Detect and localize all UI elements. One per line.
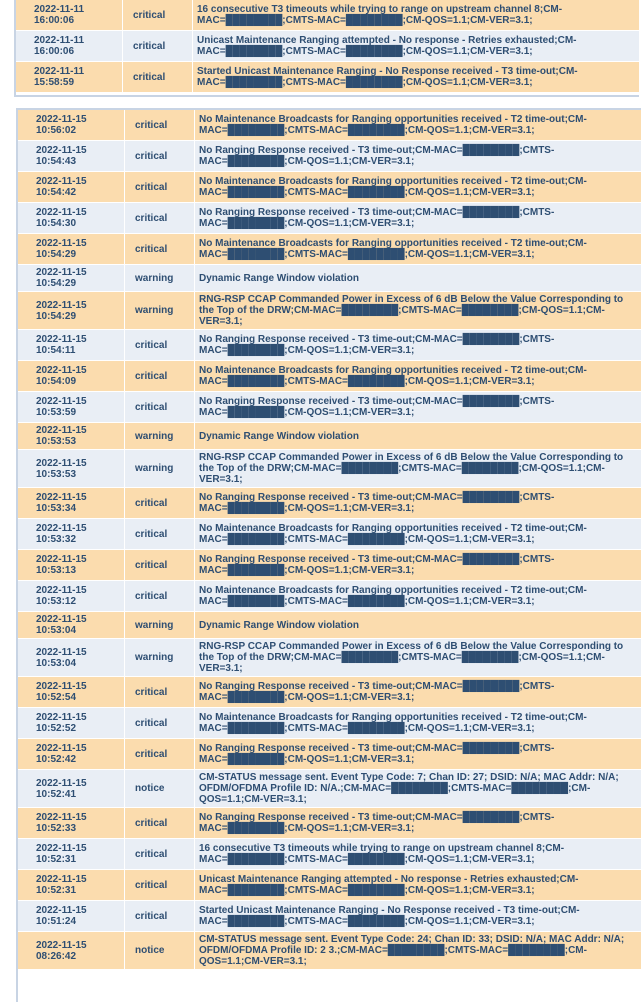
log-message [195,392,641,422]
log-message [195,932,641,969]
log-severity: warning [125,612,195,638]
log-severity: critical [125,330,195,360]
log-row [18,292,641,330]
log-message-text: No Ranging Response received - T3 time-out;CM-MAC=████████;CMTS-MAC=████████;CM-QOS=1.1;CM-VER=3.1; [199,681,555,703]
log-message-text: No Ranging Response received - T3 time-out;CM-MAC=████████;CMTS-MAC=████████;CM-QOS=1.1;CM-VER=3.1; [199,334,555,356]
log-date: 2022-11-15 10:53:32 [18,519,125,549]
log-date: 2022-11-15 10:52:41 [18,770,125,807]
log-row [18,361,641,392]
log-message [193,62,639,92]
log-severity: critical [123,0,193,30]
log-row [18,612,641,639]
log-message-text: 16 consecutive T3 timeouts while trying to range on upstream channel 8;CM-MAC=████████;CMTS-MAC=████████;CM-QOS=1.1;CM-VER=3.1; [199,843,565,865]
log-severity: warning [125,265,195,291]
log-date: 2022-11-15 10:53:34 [18,488,125,518]
log-date: 2022-11-15 10:52:31 [18,839,125,869]
log-row [18,677,641,708]
log-date: 2022-11-11 15:58:59 [16,62,123,92]
log-date: 2022-11-15 10:53:12 [18,581,125,611]
log-row [18,808,641,839]
log-severity: warning [125,423,195,449]
log-date: 2022-11-15 10:52:31 [18,870,125,900]
log-date: 2022-11-15 10:53:59 [18,392,125,422]
log-date: 2022-11-15 10:51:24 [18,901,125,931]
log-message-text: RNG-RSP CCAP Commanded Power in Excess of 6 dB Below the Value Corresponding to the Top of the DRW;CM-MAC=████████;CMTS-MAC=████████;CM-QOS=1.1;CM-VER=3.1; [199,294,624,327]
log-message-text: Dynamic Range Window violation [199,430,359,442]
log-message-text: CM-STATUS message sent. Event Type Code: 7; Chan ID: 27; DSID: N/A; MAC Addr: N/A; OFDM/OFDMA Profile ID: N/A.;CM-MAC=████████;CMTS-MAC=████████;CM-QOS=1.1;CM-VER=3.1; [199,772,619,805]
log-message-text: Started Unicast Maintenance Ranging - No Response received - T3 time-out;CM-MAC=████████;CMTS-MAC=████████;CM-QOS=1.1;CM-VER=3.1; [197,66,578,88]
log-date: 2022-11-15 08:26:42 [18,932,125,969]
log-message [195,292,641,329]
log-message [195,708,641,738]
log-row [16,31,639,62]
log-message [195,581,641,611]
log-message-text: No Maintenance Broadcasts for Ranging opportunities received - T2 time-out;CM-MAC=████████;CMTS-MAC=████████;CM-QOS=1.1;CM-VER=3.1; [199,585,587,607]
log-row [18,330,641,361]
log-row [18,488,641,519]
log-severity: critical [125,839,195,869]
log-row [18,234,641,265]
log-severity: critical [123,62,193,92]
log-message [195,870,641,900]
log-row [16,62,639,93]
log-row [18,708,641,739]
log-row [18,839,641,870]
log-date: 2022-11-15 10:52:42 [18,739,125,769]
log-severity: critical [125,392,195,422]
log-message [195,203,641,233]
log-message-text: CM-STATUS message sent. Event Type Code: 24; Chan ID: 33; DSID: N/A; MAC Addr: N/A; OFDM/OFDMA Profile ID: 2 3.;CM-MAC=████████;CMTS-MAC=████████;CM-QOS=1.1;CM-VER=3.1; [199,934,625,967]
log-date: 2022-11-15 10:54:09 [18,361,125,391]
log-message [195,265,641,291]
log-message [195,808,641,838]
log-date: 2022-11-11 16:00:06 [16,31,123,61]
log-message [193,0,639,30]
log-message [195,677,641,707]
log-message [195,839,641,869]
log-message-text: No Ranging Response received - T3 time-out;CM-MAC=████████;CMTS-MAC=████████;CM-QOS=1.1;CM-VER=3.1; [199,396,555,418]
log-row [18,392,641,423]
log-row [18,203,641,234]
event-log-table-top [14,0,639,97]
log-date: 2022-11-15 10:53:53 [18,423,125,449]
log-row [18,581,641,612]
log-severity: critical [125,901,195,931]
log-date: 2022-11-15 10:53:53 [18,450,125,487]
log-message-text: 16 consecutive T3 timeouts while trying to range on upstream channel 8;CM-MAC=████████;CMTS-MAC=████████;CM-QOS=1.1;CM-VER=3.1; [197,4,563,26]
log-row [18,550,641,581]
log-message [195,519,641,549]
log-date: 2022-11-15 10:52:52 [18,708,125,738]
log-message-text: No Ranging Response received - T3 time-out;CM-MAC=████████;CMTS-MAC=████████;CM-QOS=1.1;CM-VER=3.1; [199,554,555,576]
log-message-text: Started Unicast Maintenance Ranging - No Response received - T3 time-out;CM-MAC=████████;CMTS-MAC=████████;CM-QOS=1.1;CM-VER=3.1; [199,905,580,927]
log-severity: critical [125,677,195,707]
log-row [18,519,641,550]
log-message [195,234,641,264]
log-severity: critical [125,808,195,838]
log-severity: critical [125,488,195,518]
log-date: 2022-11-15 10:53:04 [18,639,125,676]
log-severity: warning [125,639,195,676]
log-message-text: Unicast Maintenance Ranging attempted - No response - Retries exhausted;CM-MAC=████████;CMTS-MAC=████████;CM-QOS=1.1;CM-VER=3.1; [197,35,577,57]
log-message [195,141,641,171]
log-severity: critical [125,550,195,580]
log-message [195,361,641,391]
log-row [18,932,641,970]
log-date: 2022-11-15 10:52:54 [18,677,125,707]
log-message-text: Unicast Maintenance Ranging attempted - No response - Retries exhausted;CM-MAC=████████;CMTS-MAC=████████;CM-QOS=1.1;CM-VER=3.1; [199,874,579,896]
log-date: 2022-11-11 16:00:06 [16,0,123,30]
log-severity: warning [125,292,195,329]
log-message-text: Dynamic Range Window violation [199,272,359,284]
log-message-text: No Ranging Response received - T3 time-out;CM-MAC=████████;CMTS-MAC=████████;CM-QOS=1.1;CM-VER=3.1; [199,145,555,167]
log-row [18,141,641,172]
log-severity: critical [125,519,195,549]
log-date: 2022-11-15 10:54:30 [18,203,125,233]
log-message-text: RNG-RSP CCAP Commanded Power in Excess of 6 dB Below the Value Corresponding to the Top of the DRW;CM-MAC=████████;CMTS-MAC=████████;CM-QOS=1.1;CM-VER=3.1; [199,641,624,674]
log-severity: critical [125,708,195,738]
log-severity: notice [125,770,195,807]
log-message-text: RNG-RSP CCAP Commanded Power in Excess of 6 dB Below the Value Corresponding to the Top of the DRW;CM-MAC=████████;CMTS-MAC=████████;CM-QOS=1.1;CM-VER=3.1; [199,452,624,485]
log-row [18,770,641,808]
log-message [195,450,641,487]
log-severity: critical [125,361,195,391]
log-message [195,488,641,518]
log-message [195,423,641,449]
log-date: 2022-11-15 10:54:29 [18,265,125,291]
log-message-text: Dynamic Range Window violation [199,619,359,631]
log-severity: critical [125,203,195,233]
log-date: 2022-11-15 10:54:43 [18,141,125,171]
log-severity: critical [125,141,195,171]
log-row [18,172,641,203]
log-severity: critical [125,110,195,140]
log-message-text: No Ranging Response received - T3 time-out;CM-MAC=████████;CMTS-MAC=████████;CM-QOS=1.1;CM-VER=3.1; [199,812,555,834]
log-message-text: No Maintenance Broadcasts for Ranging opportunities received - T2 time-out;CM-MAC=████████;CMTS-MAC=████████;CM-QOS=1.1;CM-VER=3.1; [199,523,587,545]
log-message [195,172,641,202]
log-message-text: No Maintenance Broadcasts for Ranging opportunities received - T2 time-out;CM-MAC=████████;CMTS-MAC=████████;CM-QOS=1.1;CM-VER=3.1; [199,114,587,136]
log-message [195,901,641,931]
log-date: 2022-11-15 10:53:13 [18,550,125,580]
log-message [195,739,641,769]
log-message-text: No Maintenance Broadcasts for Ranging opportunities received - T2 time-out;CM-MAC=████████;CMTS-MAC=████████;CM-QOS=1.1;CM-VER=3.1; [199,365,587,387]
log-date: 2022-11-15 10:53:04 [18,612,125,638]
log-message [193,31,639,61]
log-severity: critical [125,581,195,611]
log-row [18,639,641,677]
log-severity: critical [125,739,195,769]
log-severity: notice [125,932,195,969]
log-row [18,265,641,292]
log-message [195,550,641,580]
log-message [195,110,641,140]
log-date: 2022-11-15 10:54:29 [18,292,125,329]
log-row [16,0,639,31]
log-message [195,639,641,676]
log-date: 2022-11-15 10:52:33 [18,808,125,838]
log-row [18,901,641,932]
log-date: 2022-11-15 10:54:42 [18,172,125,202]
log-severity: critical [125,172,195,202]
log-date: 2022-11-15 10:54:29 [18,234,125,264]
log-date: 2022-11-15 10:56:02 [18,110,125,140]
log-message-text: No Maintenance Broadcasts for Ranging opportunities received - T2 time-out;CM-MAC=████████;CMTS-MAC=████████;CM-QOS=1.1;CM-VER=3.1; [199,176,587,198]
log-date: 2022-11-15 10:54:11 [18,330,125,360]
log-row [18,423,641,450]
log-row [18,450,641,488]
log-severity: critical [123,31,193,61]
log-severity: warning [125,450,195,487]
log-message-text: No Ranging Response received - T3 time-out;CM-MAC=████████;CMTS-MAC=████████;CM-QOS=1.1;CM-VER=3.1; [199,743,555,765]
log-severity: critical [125,234,195,264]
log-row [18,870,641,901]
log-message-text: No Maintenance Broadcasts for Ranging opportunities received - T2 time-out;CM-MAC=████████;CMTS-MAC=████████;CM-QOS=1.1;CM-VER=3.1; [199,238,587,260]
log-severity: critical [125,870,195,900]
log-message [195,612,641,638]
log-row [18,110,641,141]
event-log-table [16,108,641,1002]
log-message [195,330,641,360]
log-message [195,770,641,807]
log-message-text: No Ranging Response received - T3 time-out;CM-MAC=████████;CMTS-MAC=████████;CM-QOS=1.1;CM-VER=3.1; [199,492,555,514]
log-row [18,739,641,770]
log-message-text: No Maintenance Broadcasts for Ranging opportunities received - T2 time-out;CM-MAC=████████;CMTS-MAC=████████;CM-QOS=1.1;CM-VER=3.1; [199,712,587,734]
log-message-text: No Ranging Response received - T3 time-out;CM-MAC=████████;CMTS-MAC=████████;CM-QOS=1.1;CM-VER=3.1; [199,207,555,229]
